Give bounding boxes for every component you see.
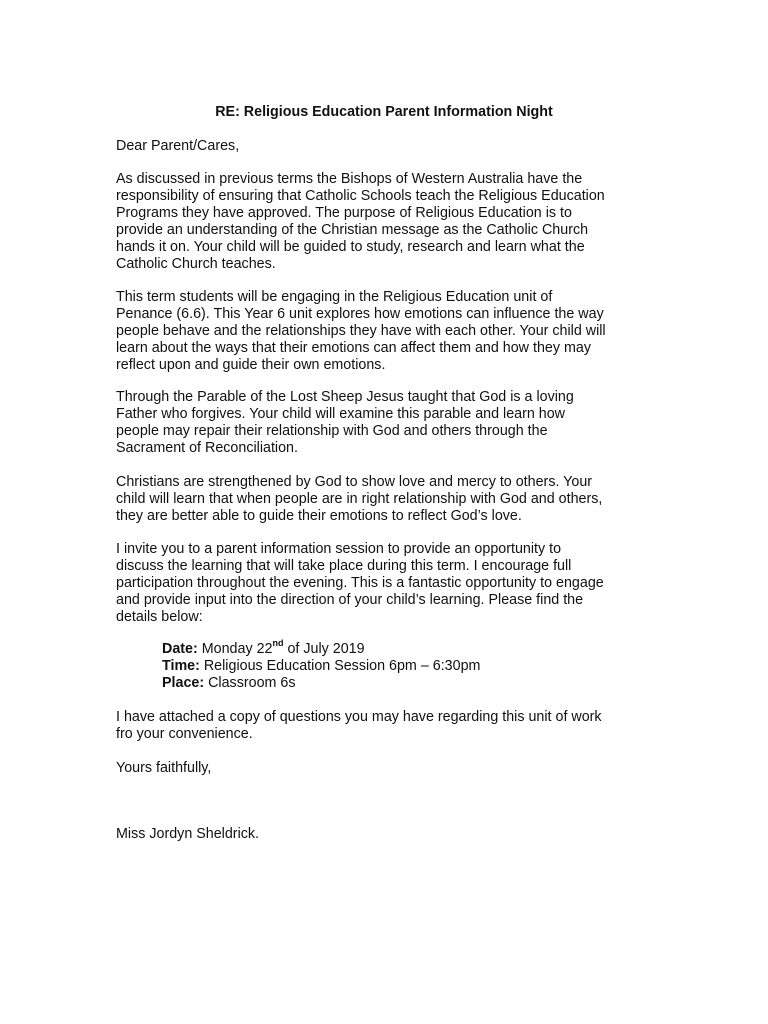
text-line: child will learn that when people are in right relationship with God and others, — [116, 491, 603, 507]
place-value: Classroom 6s — [208, 675, 296, 691]
text-line: As discussed in previous terms the Bishops of Western Australia have the — [116, 171, 583, 187]
text-line: participation throughout the evening. This is a fantastic opportunity to engage — [116, 575, 604, 591]
place-label: Place: — [162, 675, 205, 691]
text-line: learn about the ways that their emotions can affect them and how they may — [116, 340, 591, 356]
date-rest: of July 2019 — [283, 641, 365, 657]
time-row — [162, 658, 582, 675]
text-line: reflect upon and guide their own emotions. — [116, 357, 386, 373]
text-line: Catholic Church teaches. — [116, 256, 276, 272]
place-row — [162, 675, 582, 692]
text-line: Programs they have approved. The purpose of Religious Education is to — [116, 205, 572, 221]
time-value: Religious Education Session 6pm – 6:30pm — [203, 658, 481, 674]
closing: Yours faithfully, — [116, 760, 212, 776]
text-line: fro your convenience. — [116, 726, 253, 742]
text-line: I invite you to a parent information session to provide an opportunity to — [116, 541, 562, 557]
date-ordinal-suffix: nd — [272, 638, 284, 649]
text-line: people behave and the relationships they have with each other. Your child will — [116, 323, 606, 339]
text-line: I have attached a copy of questions you may have regarding this unit of work — [116, 709, 602, 725]
session-details — [162, 638, 582, 692]
text-line: This term students will be engaging in the Religious Education unit of — [116, 289, 553, 305]
text-line: they are better able to guide their emotions to reflect God’s love. — [116, 508, 522, 524]
text-line: hands it on. Your child will be guided to study, research and learn what the — [116, 239, 585, 255]
text-line: provide an understanding of the Christian message as the Catholic Church — [116, 222, 589, 238]
paragraph-invitation — [116, 541, 656, 626]
text-line: Christians are strengthened by God to show love and mercy to others. Your — [116, 474, 593, 490]
text-line: and provide input into the direction of your child’s learning. Please find the — [116, 592, 584, 608]
letter-title: RE: Religious Education Parent Information Night — [215, 104, 553, 120]
salutation: Dear Parent/Cares, — [116, 138, 240, 154]
date-label: Date: — [162, 641, 198, 657]
date-day: Monday 22 — [201, 641, 273, 657]
text-line: Penance (6.6). This Year 6 unit explores how emotions can influence the way — [116, 306, 604, 322]
paragraph-penance-unit — [116, 289, 656, 374]
text-line: Sacrament of Reconciliation. — [116, 440, 298, 456]
text-line: Father who forgives. Your child will examine this parable and learn how — [116, 406, 566, 422]
paragraph-lost-sheep — [116, 389, 656, 457]
text-line: responsibility of ensuring that Catholic Schools teach the Religious Education — [116, 188, 605, 204]
paragraph-love-and-mercy — [116, 474, 656, 525]
text-line: discuss the learning that will take place during this term. I encourage full — [116, 558, 572, 574]
text-line: people may repair their relationship with God and others through the — [116, 423, 548, 439]
paragraph-bishops — [116, 171, 656, 273]
signature-name: Miss Jordyn Sheldrick. — [116, 826, 260, 842]
date-row — [162, 638, 582, 658]
time-label: Time: — [162, 658, 200, 674]
paragraph-attachment — [116, 709, 656, 743]
text-line: Through the Parable of the Lost Sheep Jesus taught that God is a loving — [116, 389, 574, 405]
text-line: details below: — [116, 609, 203, 625]
